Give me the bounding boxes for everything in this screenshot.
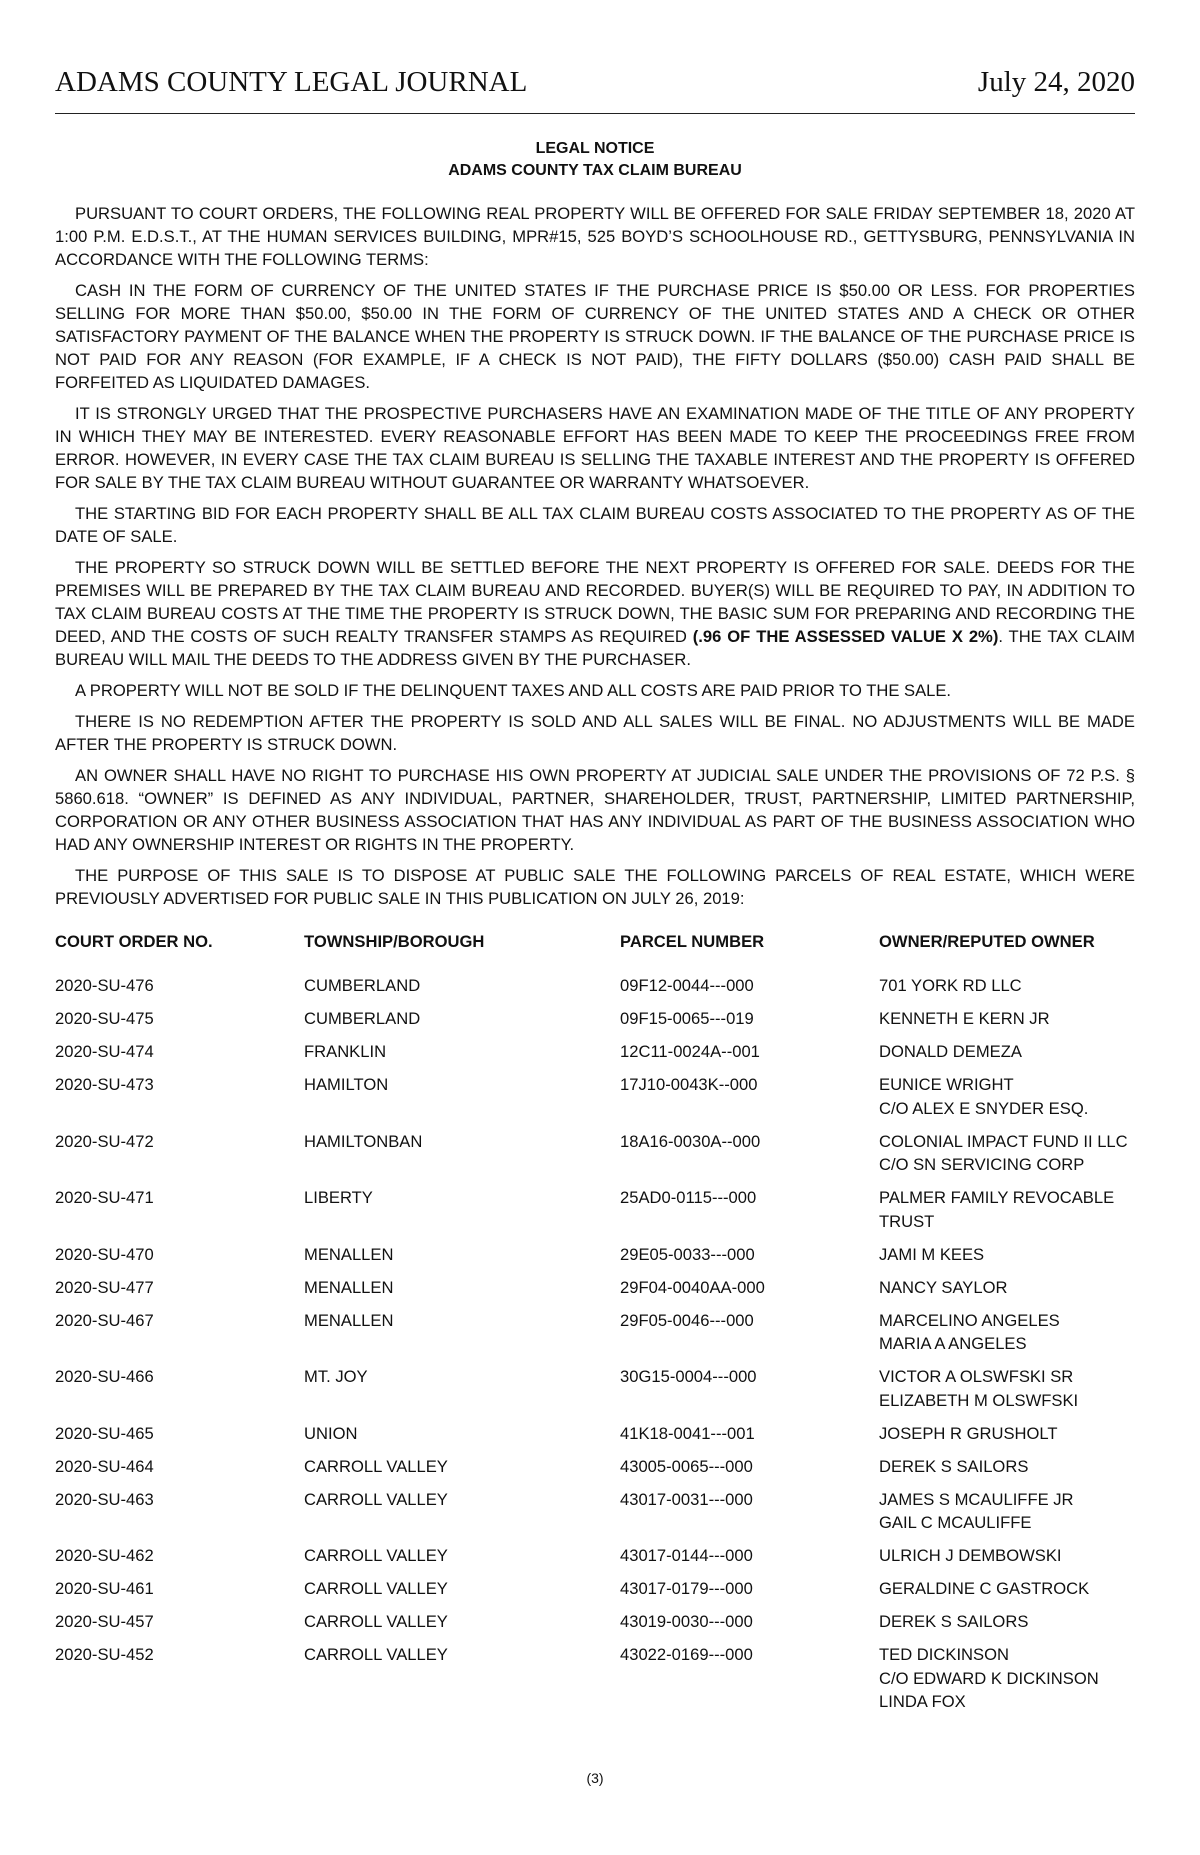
header-township: TOWNSHIP/BOROUGH (304, 932, 485, 951)
settlement-bold: (.96 OF THE ASSESSED VALUE X 2%) (692, 627, 999, 646)
parcel-cell: 41K18-0041---001 (620, 1423, 755, 1443)
court-order-cell: 2020-SU-472 (55, 1131, 154, 1151)
township-cell: CUMBERLAND (304, 1009, 421, 1028)
owner-line: C/O EDWARD K DICKINSON (879, 1668, 1099, 1688)
owner-line: TRUST (879, 1211, 935, 1231)
owner-line: MARIA A ANGELES (879, 1334, 1027, 1353)
owner-line: ULRICH J DEMBOWSKI (879, 1546, 1062, 1565)
township-cell: UNION (304, 1423, 358, 1443)
owner-line: JAMES S MCAULIFFE JR (879, 1489, 1074, 1509)
owner-cell (879, 1309, 1135, 1356)
table-header (55, 930, 1135, 964)
owner-line: PALMER FAMILY REVOCABLE (879, 1188, 1115, 1207)
owner-line: C/O SN SERVICING CORP (879, 1155, 1085, 1174)
table-row (55, 1186, 1135, 1233)
parcel-table (55, 930, 1135, 1723)
court-order-cell: 2020-SU-462 (55, 1546, 154, 1565)
paragraph-settlement (55, 556, 1135, 671)
owner-line: COLONIAL IMPACT FUND II LLC (879, 1131, 1128, 1151)
owner-cell (879, 1488, 1135, 1535)
township-cell: CARROLL VALLEY (304, 1579, 448, 1598)
settlement-text-end: . THE TAX CLAIM BUREAU WILL MAIL THE DEEDS TO THE ADDRESS GIVEN BY THE PURCHASER. (55, 627, 1135, 669)
table-row (55, 1422, 1135, 1446)
page-header (55, 66, 1135, 110)
township-cell: MENALLEN (304, 1277, 394, 1297)
table-row (55, 974, 1135, 998)
court-order-cell: 2020-SU-457 (55, 1612, 154, 1631)
owner-line: C/O ALEX E SNYDER ESQ. (879, 1098, 1089, 1118)
township-cell: MENALLEN (304, 1244, 394, 1264)
township-cell: MENALLEN (304, 1310, 394, 1330)
table-row (55, 1309, 1135, 1356)
header-court-order: COURT ORDER NO. (55, 932, 213, 951)
township-cell: FRANKLIN (304, 1042, 387, 1061)
parcel-cell: 12C11-0024A--001 (620, 1042, 760, 1061)
owner-line: LINDA FOX (879, 1692, 966, 1711)
court-order-cell: 2020-SU-466 (55, 1367, 154, 1386)
township-cell: CARROLL VALLEY (304, 1546, 448, 1565)
court-order-cell: 2020-SU-470 (55, 1244, 154, 1264)
court-order-cell: 2020-SU-476 (55, 976, 154, 995)
owner-cell (879, 1130, 1135, 1177)
owner-cell (879, 1422, 1135, 1446)
township-cell: CARROLL VALLEY (304, 1612, 448, 1631)
parcel-cell: 29F04-0040AA-000 (620, 1277, 765, 1297)
page-number: (3) (586, 1770, 604, 1786)
court-order-cell: 2020-SU-463 (55, 1489, 154, 1509)
parcel-cell: 09F12-0044---000 (620, 976, 754, 995)
township-cell: MT. JOY (304, 1367, 368, 1386)
owner-cell (879, 1610, 1135, 1634)
parcel-cell: 43017-0031---000 (620, 1489, 753, 1509)
settlement-text: THE PROPERTY SO STRUCK DOWN WILL BE SETTLED BEFORE THE NEXT PROPERTY IS OFFERED FOR SALE. DEEDS FOR THE PREMISES WILL BE PREPARED BY THE TAX CLAIM BUREAU AND RECORDED. BUYER(S) WILL BE REQUIRED TO PAY, IN ADDITION TO TAX CLAIM BUREAU COSTS AT THE TIME THE PROPERTY IS STRUCK DOWN, THE BASIC SUM FOR PREPARING AND RECORDING THE DEED, AND THE COSTS OF SUCH REALTY TRANSFER STAMPS AS REQUIRED (55, 558, 1135, 646)
parcel-cell: 43019-0030---000 (620, 1612, 753, 1631)
table-row (55, 1577, 1135, 1601)
court-order-cell: 2020-SU-474 (55, 1042, 154, 1061)
paragraph-sale-terms: PURSUANT TO COURT ORDERS, THE FOLLOWING REAL PROPERTY WILL BE OFFERED FOR SALE FRIDAY SEPTEMBER 18, 2020 AT 1:00 P.M. E.D.S.T., AT THE HUMAN SERVICES BUILDING, MPR#15, 525 BOYD’S SCHOOLHOUSE RD., GETTYSBURG, PENNSYLVANIA IN ACCORDANCE WITH THE FOLLOWING TERMS: (55, 204, 1135, 269)
owner-line: NANCY SAYLOR (879, 1277, 1008, 1297)
owner-line: TED DICKINSON (879, 1645, 1009, 1664)
township-cell: LIBERTY (304, 1188, 373, 1207)
issue-date: July 24, 2020 (977, 66, 1135, 98)
header-owner: OWNER/REPUTED OWNER (879, 932, 1095, 951)
court-order-cell: 2020-SU-452 (55, 1645, 154, 1664)
table-row (55, 1544, 1135, 1568)
table-row (55, 1007, 1135, 1031)
court-order-cell: 2020-SU-464 (55, 1456, 154, 1476)
court-order-cell: 2020-SU-471 (55, 1188, 154, 1207)
table-row (55, 1243, 1135, 1267)
parcel-cell: 30G15-0004---000 (620, 1367, 757, 1386)
owner-cell (879, 1544, 1135, 1568)
township-cell: HAMILTON (304, 1075, 389, 1094)
owner-cell (879, 1243, 1135, 1267)
paragraph-no-redemption: THERE IS NO REDEMPTION AFTER THE PROPERTY IS SOLD AND ALL SALES WILL BE FINAL. NO ADJUSTMENTS WILL BE MADE AFTER THE PROPERTY IS STRUCK DOWN. (55, 712, 1135, 754)
parcel-cell: 29F05-0046---000 (620, 1310, 754, 1330)
parcel-cell: 25AD0-0115---000 (620, 1188, 757, 1207)
table-row (55, 1130, 1135, 1177)
paragraph-title-exam: IT IS STRONGLY URGED THAT THE PROSPECTIVE PURCHASERS HAVE AN EXAMINATION MADE OF THE TITLE OF ANY PROPERTY IN WHICH THEY MAY BE INTERESTED. EVERY REASONABLE EFFORT HAS BEEN MADE TO KEEP THE PROCEEDINGS FREE FROM ERROR. HOWEVER, IN EVERY CASE THE TAX CLAIM BUREAU IS SELLING THE TAXABLE INTEREST AND THE PROPERTY IS OFFERED FOR SALE BY THE TAX CLAIM BUREAU WITHOUT GUARANTEE OR WARRANTY WHATSOEVER. (55, 404, 1135, 492)
court-order-cell: 2020-SU-467 (55, 1310, 154, 1330)
table-row (55, 1365, 1135, 1412)
paragraph-not-sold: A PROPERTY WILL NOT BE SOLD IF THE DELINQUENT TAXES AND ALL COSTS ARE PAID PRIOR TO THE SALE. (75, 681, 952, 700)
owner-cell (879, 1007, 1135, 1031)
court-order-cell: 2020-SU-465 (55, 1423, 154, 1443)
parcel-cell: 29E05-0033---000 (620, 1244, 755, 1264)
owner-cell (879, 1073, 1135, 1120)
table-row (55, 1073, 1135, 1120)
owner-line: JOSEPH R GRUSHOLT (879, 1423, 1058, 1443)
notice-body (55, 202, 1135, 918)
owner-line: GERALDINE C GASTROCK (879, 1579, 1090, 1598)
court-order-cell: 2020-SU-473 (55, 1075, 154, 1094)
court-order-cell: 2020-SU-475 (55, 1009, 154, 1028)
owner-cell (879, 1365, 1135, 1412)
paragraph-owner-definition: AN OWNER SHALL HAVE NO RIGHT TO PURCHASE HIS OWN PROPERTY AT JUDICIAL SALE UNDER THE PROVISIONS OF 72 P.S. § 5860.618. “OWNER” IS DEFINED AS ANY INDIVIDUAL, PARTNER, SHAREHOLDER, TRUST, PARTNERSHIP, LIMITED PARTNERSHIP, CORPORATION OR ANY OTHER BUSINESS ASSOCIATION THAT HAS ANY INDIVIDUAL AS PART OF THE BUSINESS ASSOCIATION WHO HAD ANY OWNERSHIP INTEREST OR RIGHTS IN THE PROPERTY. (55, 766, 1135, 854)
owner-line: DEREK S SAILORS (879, 1456, 1029, 1476)
parcel-cell: 43017-0144---000 (620, 1546, 753, 1565)
parcel-cell: 17J10-0043K--000 (620, 1075, 758, 1094)
notice-titles (55, 138, 1135, 182)
owner-line: KENNETH E KERN JR (879, 1009, 1050, 1028)
paragraph-purpose: THE PURPOSE OF THIS SALE IS TO DISPOSE AT PUBLIC SALE THE FOLLOWING PARCELS OF REAL ESTATE, WHICH WERE PREVIOUSLY ADVERTISED FOR PUBLIC SALE IN THIS PUBLICATION ON JULY 26, 2019: (55, 866, 1135, 908)
header-parcel: PARCEL NUMBER (620, 932, 765, 951)
township-cell: CUMBERLAND (304, 976, 421, 995)
table-body (55, 974, 1135, 1714)
table-row (55, 1610, 1135, 1634)
parcel-cell: 09F15-0065---019 (620, 1009, 754, 1028)
owner-cell (879, 1577, 1135, 1601)
table-row (55, 1455, 1135, 1479)
owner-line: DEREK S SAILORS (879, 1612, 1029, 1631)
parcel-cell: 43017-0179---000 (620, 1579, 753, 1598)
owner-line: ELIZABETH M OLSWFSKI (879, 1390, 1079, 1410)
owner-line: JAMI M KEES (879, 1244, 985, 1264)
owner-cell (879, 1276, 1135, 1300)
township-cell: HAMILTONBAN (304, 1131, 423, 1151)
court-order-cell: 2020-SU-461 (55, 1579, 154, 1598)
owner-line: DONALD DEMEZA (879, 1042, 1022, 1061)
header-rule (55, 113, 1135, 114)
paragraph-starting-bid: THE STARTING BID FOR EACH PROPERTY SHALL BE ALL TAX CLAIM BUREAU COSTS ASSOCIATED TO THE PROPERTY AS OF THE DATE OF SALE. (55, 504, 1135, 546)
notice-title: LEGAL NOTICE (535, 140, 655, 157)
table-row (55, 1488, 1135, 1535)
paragraph-cash: CASH IN THE FORM OF CURRENCY OF THE UNITED STATES IF THE PURCHASE PRICE IS $50.00 OR LESS. FOR PROPERTIES SELLING FOR MORE THAN $50.00, $50.00 IN THE FORM OF CURRENCY OF THE UNITED STATES AND A CHECK OR OTHER SATISFACTORY PAYMENT OF THE BALANCE WHEN THE PROPERTY IS STRUCK DOWN. IF THE BALANCE OF THE PURCHASE PRICE IS NOT PAID FOR ANY REASON (FOR EXAMPLE, IF A CHECK IS NOT PAID), THE FIFTY DOLLARS ($50.00) CASH PAID SHALL BE FORFEITED AS LIQUIDATED DAMAGES. (55, 281, 1135, 392)
owner-cell (879, 1643, 1135, 1714)
journal-title: ADAMS COUNTY LEGAL JOURNAL (55, 66, 528, 98)
owner-line: 701 YORK RD LLC (879, 976, 1022, 995)
parcel-cell: 18A16-0030A--000 (620, 1131, 761, 1151)
township-cell: CARROLL VALLEY (304, 1456, 448, 1476)
table-row (55, 1643, 1135, 1714)
parcel-cell: 43005-0065---000 (620, 1456, 753, 1476)
table-row (55, 1040, 1135, 1064)
owner-cell (879, 974, 1135, 998)
owner-line: GAIL C MCAULIFFE (879, 1513, 1032, 1532)
owner-line: EUNICE WRIGHT (879, 1075, 1014, 1094)
owner-cell (879, 1455, 1135, 1479)
notice-subtitle: ADAMS COUNTY TAX CLAIM BUREAU (448, 162, 742, 179)
township-cell: CARROLL VALLEY (304, 1489, 448, 1509)
parcel-cell: 43022-0169---000 (620, 1645, 753, 1664)
owner-cell (879, 1186, 1135, 1233)
table-row (55, 1276, 1135, 1300)
township-cell: CARROLL VALLEY (304, 1645, 448, 1664)
court-order-cell: 2020-SU-477 (55, 1277, 154, 1297)
document-page (55, 0, 1135, 1855)
owner-line: MARCELINO ANGELES (879, 1310, 1060, 1330)
owner-cell (879, 1040, 1135, 1064)
owner-line: VICTOR A OLSWFSKI SR (879, 1367, 1074, 1386)
